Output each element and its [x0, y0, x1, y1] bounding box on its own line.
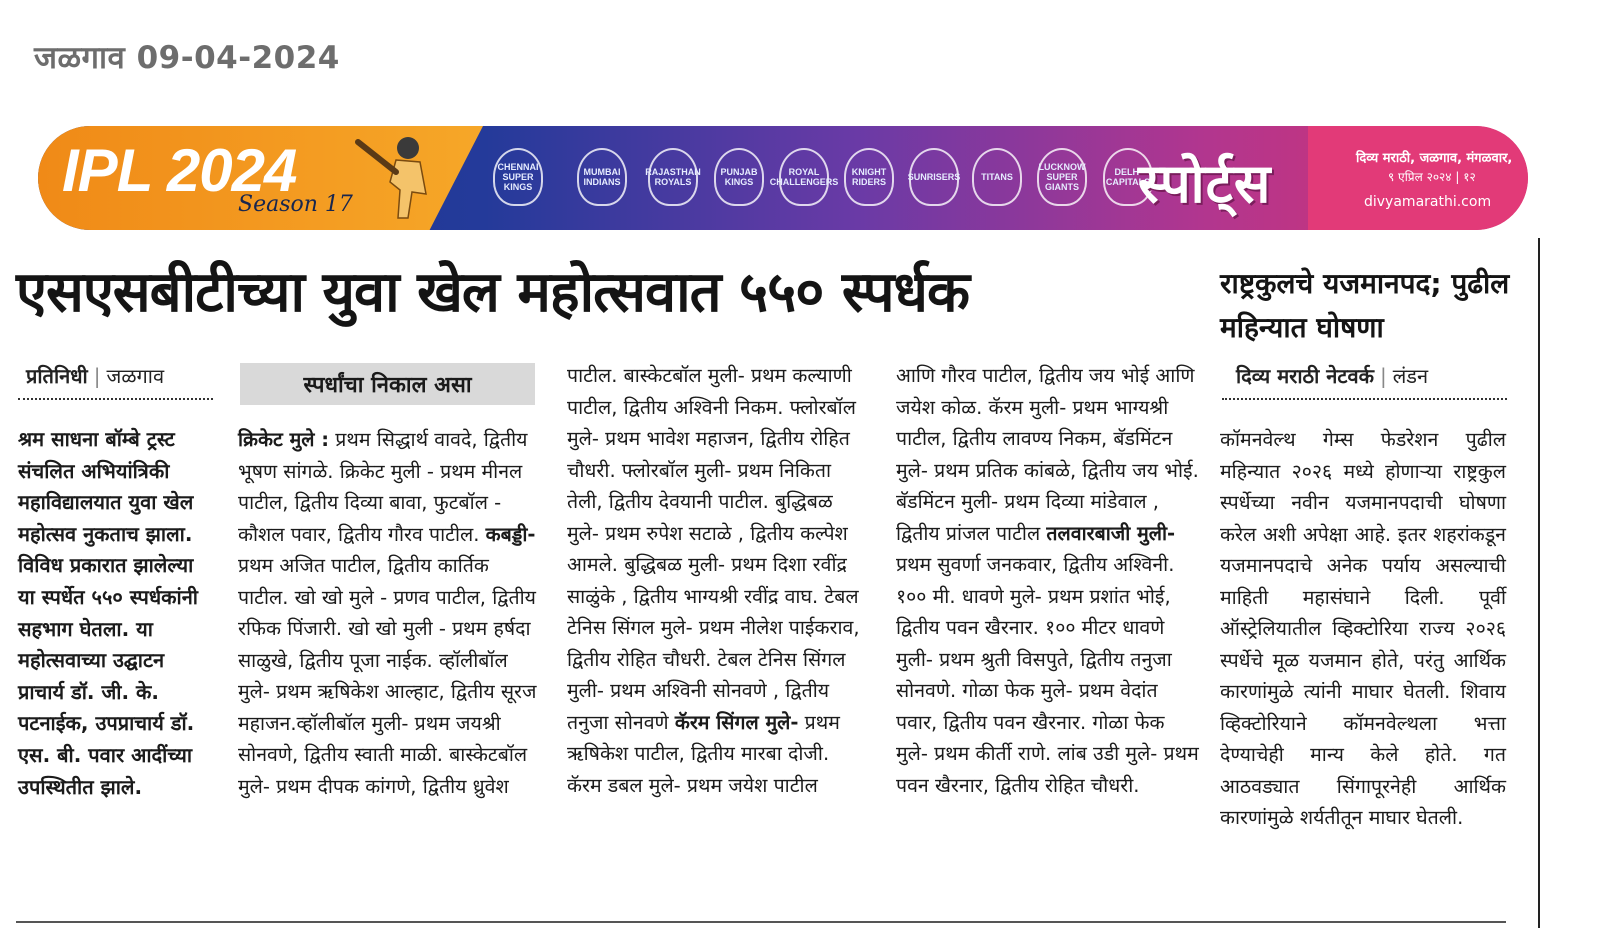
team-logo-mi: MUMBAI INDIANS: [562, 146, 642, 208]
fencing-girls-label: तलवारबाजी मुली-: [1046, 521, 1176, 545]
byline-rule: [18, 398, 213, 400]
results-col-3: [567, 360, 867, 801]
ipl-season: Season 17: [238, 192, 353, 217]
results-text: पाटील. बास्केटबॉल मुली- प्रथम कल्याणी पाटील, द्वितीय अश्विनी निकम. फ्लोरबॉल मुले- प्रथम भावेश महाजन, द्वितीय रोहित चौधरी. फ्लोरबॉल मुली- प्रथम निकिता तेली, द्वितीय देवयानी पाटील. बुद्धिबळ मुले- प्रथम रुपेश सटाळे , द्वितीय कल्पेश आमले. बुद्धिबळ मुली- प्रथम दिशा रवींद्र साळुंके , द्वितीय भाग्यश्री रवींद्र वाघ. टेबल टेनिस सिंगल मुले- प्रथम नीलेश पाईकराव, द्वितीय रोहित चौधरी. टेबल टेनिस सिंगल मुली- प्रथम अश्विनी सोनवणे , द्वितीय तनुजा सोनवणे: [567, 364, 860, 734]
byline-place: जळगाव: [106, 364, 165, 388]
team-logo-dc: DELHI CAPITALS: [1092, 146, 1164, 208]
issue-date: ९ एप्रिल २०२४ | १२: [1388, 170, 1476, 184]
side-byline: दिव्य मराठी नेटवर्क | लंडन: [1236, 364, 1429, 388]
team-logo-rr: RAJASTHAN ROYALS: [638, 146, 708, 208]
team-logo-gt: TITANS: [962, 146, 1032, 208]
results-text: प्रथम अजित पाटील, द्वितीय कार्तिक पाटील. खो खो मुले - प्रणव पाटील, द्वितीय रफिक पिंजारी. खो खो मुली - प्रथम हर्षदा साळुखे, द्वितीय पूजा नाईक. व्हॉलीबॉल मुले- प्रथम ऋषिकेश आल्हाट, द्वितीय सूरज महाजन.व्हॉलीबॉल मुली- प्रथम जयश्री सोनवणे, द्वितीय स्वाती माळी. बास्केटबॉल मुले- प्रथम दीपक कांगणे, द्वितीय ध्रुवेश: [238, 554, 537, 798]
main-intro: श्रम साधना बॉम्बे ट्रस्ट संचलित अभियांत्रिकी महाविद्यालयात युवा खेल महोत्सव नुकताच झाला. विविध प्रकारात झालेल्या या स्पर्धेत ५५० स्पर्धकांनी सहभाग घेतला. या महोत्सवाच्या उद्घाटन प्राचार्य डॉ. जी. के. पटनाईक, उपप्राचार्य डॉ. एस. बी. पवार आदींच्या उपस्थितीत झाले.: [18, 427, 198, 799]
byline-place: लंडन: [1392, 364, 1429, 388]
results-text: प्रथम सुवर्णा जनकवार, द्वितीय अश्विनी. १०० मी. धावणे मुले- प्रथम प्रशांत भोई, द्वितीय पवन खैरनार. १०० मीटर धावणे मुली- प्रथम श्रुती विसपुते, द्वितीय तनुजा सोनवणे. गोळा फेक मुले- प्रथम वेदांत पवार, द्वितीय पवन खैरनार. गोळा फेक मुले- प्रथम कीर्ती राणे. लांब उडी मुले- प्रथम पवन खैरनार, द्वितीय रोहित चौधरी.: [896, 553, 1199, 797]
side-body: कॉमनवेल्थ गेम्स फेडरेशन पुढील महिन्यात २०२६ मध्ये होणाऱ्या राष्ट्रकुल स्पर्धेच्या नवीन यजमानपदाची घोषणा करेल अशी अपेक्षा आहे. इतर शहरांकडून यजमानपदाचे अनेक पर्याय असल्याची माहिती महासंघाने दिली. पूर्वी ऑस्ट्रेलियातील व्हिक्टोरिया राज्य २०२६ स्पर्धेचे मूळ यजमान होते, परंतु आर्थिक कारणांमुळे त्यांनी माघार घेतली. शिवाय व्हिक्टोरियाने कॉमनवेल्थला भत्ता देण्याचेही मान्य केले होते. गत आठवड्यात सिंगापूरनेही आर्थिक कारणांमुळे शर्यतीतून माघार घेतली.: [1220, 428, 1506, 829]
results-heading: स्पर्धांचा निकाल असा: [240, 363, 535, 405]
masthead-panel: [1308, 126, 1528, 230]
section-title: स्पोर्ट्स: [1138, 152, 1272, 215]
results-text: प्रथम सिद्धार्थ वावदे, द्वितीय भूषण सांगळे. क्रिकेट मुली - प्रथम मीनल पाटील, द्वितीय दिव्या बावा, फुटबॉल - कौशल पवार, द्वितीय गौरव पाटील.: [238, 428, 528, 546]
kabaddi-label: कबड्डी-: [485, 522, 536, 546]
ipl-title: IPL 2024: [62, 137, 297, 204]
team-logo-lsg: LUCKNOW SUPER GIANTS: [1026, 146, 1098, 208]
results-text: आणि गौरव पाटील, द्वितीय जय भोई आणि जयेश कोळ. कॅरम मुली- प्रथम भाग्यश्री पाटील, द्वितीय लावण्य निकम, बॅडमिंटन मुले- प्रथम प्रतिक कांबळे, द्वितीय जय भोई. बॅडमिंटन मुली- प्रथम दिव्या मांडेवाल , द्वितीय प्रांजल पाटील: [896, 364, 1199, 545]
team-logo-csk: CHENNAI SUPER KINGS: [478, 146, 558, 208]
column-divider: [1538, 238, 1540, 928]
website: divyamarathi.com: [1364, 194, 1492, 210]
cricket-boys-label: क्रिकेट मुले :: [238, 428, 330, 451]
results-text: प्रथम ऋषिकेश पाटील, द्वितीय मारबा दोजी. कॅरम डबल मुले- प्रथम जयेश पाटील: [567, 710, 840, 797]
byline-name: प्रतिनिधी: [26, 364, 88, 388]
team-logo-rcb: ROYAL CHALLENGERS: [768, 146, 840, 208]
main-byline: प्रतिनिधी | जळगाव: [26, 364, 165, 388]
main-headline: एसएसबीटीच्या युवा खेल महोत्सवात ५५० स्पर्धक: [16, 260, 969, 325]
dateline: जळगाव 09-04-2024: [34, 40, 340, 76]
masthead: दिव्य मराठी, जळगाव, मंगळवार,: [1356, 151, 1513, 166]
side-headline: राष्ट्रकुलचे यजमानपद; पुढील महिन्यात घोषणा: [1220, 267, 1510, 344]
team-logos: [478, 138, 1168, 218]
byline-name: दिव्य मराठी नेटवर्क: [1236, 364, 1374, 388]
bottom-rule: [16, 921, 1506, 923]
results-col-2: [238, 424, 538, 802]
sports-banner: [38, 126, 1528, 230]
team-logo-kkr: KNIGHT RIDERS: [834, 146, 904, 208]
team-logo-srh: SUNRISERS: [898, 146, 970, 208]
batsman-icon: [350, 132, 448, 224]
team-logo-pbks: PUNJAB KINGS: [704, 146, 774, 208]
byline-rule: [1222, 398, 1507, 400]
carrom-single-boys-label: कॅरम सिंगल मुले-: [674, 710, 799, 734]
results-col-4: [896, 360, 1201, 801]
